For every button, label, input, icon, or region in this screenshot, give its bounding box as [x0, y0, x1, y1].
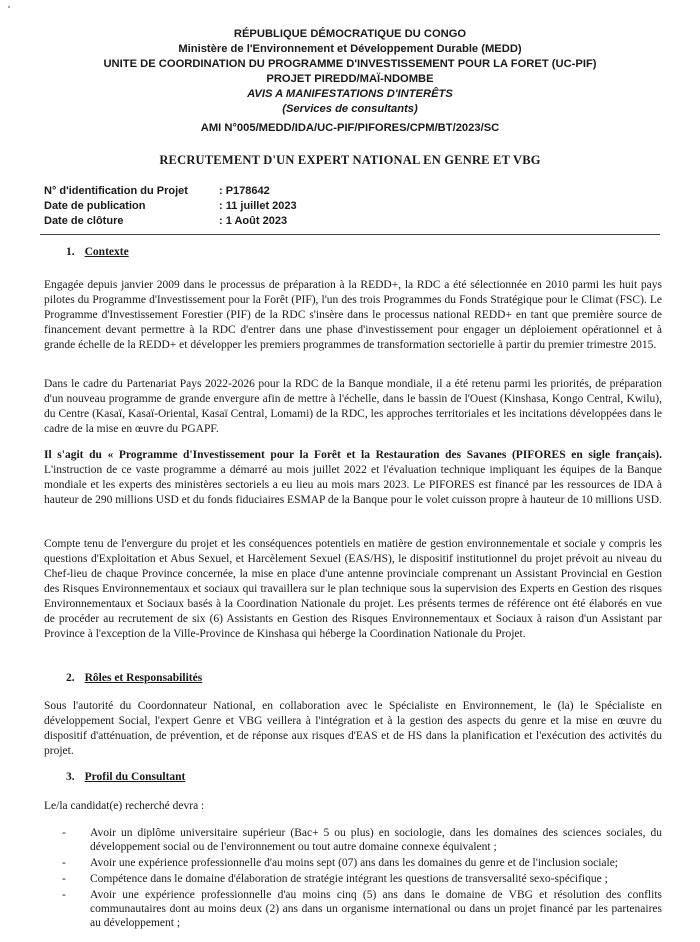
- list-item: [44, 872, 662, 886]
- section-heading-roles: [66, 672, 202, 684]
- header-country: RÉPUBLIQUE DÉMOCRATIQUE DU CONGO: [233, 28, 467, 40]
- recruitment-title: RECRUTEMENT D'UN EXPERT NATIONAL EN GENRE ET VBG: [159, 153, 541, 167]
- list-dash: -: [62, 889, 66, 901]
- scan-speck: [8, 6, 10, 8]
- list-item-text: Avoir un diplôme universitaire supérieur (Bac+ 5 ou plus) en sociologie, dans les domaines des sciences sociales, du développement social ou de l'environnement ou tout autre domaine connexe équivalent ;: [90, 827, 662, 853]
- section-title: Rôles et Responsabilités: [84, 672, 203, 684]
- header-reference: AMI N°005/MEDD/IDA/UC-PIF/PIFORES/CPM/BT/2023/SC: [200, 122, 500, 134]
- list-item: [44, 826, 662, 854]
- header-services: (Services de consultants): [282, 103, 418, 115]
- section-number: 2.: [66, 672, 75, 684]
- list-item-text: Avoir une expérience professionnelle d'au moins cinq (5) ans dans le domaine de VBG et résolution des conflits communautaires dont au moins deux (2) ans dans un organisme international ou dans un projet financé par les partenaires au développement ;: [90, 889, 662, 929]
- list-dash: -: [62, 857, 66, 869]
- paragraph-body: L'instruction de ce vaste programme a démarré au mois juillet 2022 et l'évaluation technique impliquant les équipes de la Banque mondiale et les experts des ministères sectoriels a eu lieu au mois mars 2023. Le PIFORES est financé par les ressources de IDA à hauteur de 290 millions USD et du fonds fiduciaires ESMAP de la Banque pour le volet cuisson propre à hauteur de 10 millions USD.: [44, 464, 662, 506]
- section-number: 3.: [66, 771, 75, 783]
- paragraph-context-1: Engagée depuis janvier 2009 dans le processus de préparation à la REDD+, la RDC a été sélectionnée en 2010 parmi les huit pays pilotes du Programme d'Investissement pour la Forêt (PIF), l'un des trois Programmes du Fonds Stratégique pour le Climat (FSC). Le Programme d'Investissement Forestier (PIF) de la RDC s'insère dans le processus national REDD+ en tant que première source de financement devant permettre à la RDC d'entrer dans une phase d'investissement pour engager un déploiement opérationnel et à grande échelle de la REDD+ et développer les premiers programmes de transformation sectorielle à partir du premier trimestre 2015.: [44, 279, 662, 351]
- list-item-text: Compétence dans le domaine d'élaboration de stratégie intégrant les questions de transversalité sexo-spécifique ;: [90, 873, 608, 885]
- section-heading-profile: [66, 771, 185, 783]
- meta-label: Date de clôture: [44, 215, 124, 227]
- list-dash: -: [62, 873, 66, 885]
- profile-requirements-list: [44, 826, 662, 932]
- list-item: [44, 888, 662, 930]
- paragraph-roles: Sous l'autorité du Coordonnateur National, en collaboration avec le Spécialiste en Environnement, le (la) le Spécialiste en développement Social, l'expert Genre et VBG veillera à l'intégration et à la gestion des aspects du genre et la mise en œuvre du dispositif d'atténuation, de prévention, et de réponse aux risques d'EAS et de HS dans la planification et l'exécution des activités du projet.: [44, 700, 662, 757]
- paragraph-context-4: Compte tenu de l'envergure du projet et les conséquences potentiels en matière de gestion environnementale et sociale y compris les questions d'Exploitation et Abus Sexuel, et Harcèlement Sexuel (EAS/HS), le dispositif institutionnel du projet prévoit au niveau du Chef-lieu de chaque Province concernée, la mise en place d'une antenne provinciale comprenant un Assistant Provincial en Gestion des Risques Environnementaux et sociaux qui travaillera sur le plan technique sous la supervision des Experts en Gestion des risques Environnementaux et Sociaux basés à la Coordination Nationale du projet. Les présents termes de référence ont été élaborés en vue de procéder au recrutement de six (6) Assistants en Gestion des Risques Environnementaux et Sociaux à raison d'un Assistant par Province à l'exception de la Ville-Province de Kinshasa qui héberge la Coordination Nationale du Projet.: [44, 538, 662, 640]
- section-title: Contexte: [84, 246, 129, 258]
- divider-rule: [40, 234, 660, 235]
- list-dash: -: [62, 827, 66, 839]
- meta-label: Date de publication: [44, 200, 146, 212]
- paragraph-bold-lead: Il s'agit du « Programme d'Investissement pour la Forêt et la Restauration des Savanes (PIFORES en sigle français).: [44, 449, 662, 461]
- header-unit: UNITE DE COORDINATION DU PROGRAMME D'INVESTISSEMENT POUR LA FORET (UC-PIF): [103, 58, 597, 70]
- paragraph-context-3: [44, 448, 662, 508]
- header-notice: AVIS A MANIFESTATIONS D'INTERÊTS: [247, 88, 453, 100]
- meta-value: : 1 Août 2023: [219, 215, 288, 227]
- list-item: [44, 856, 662, 870]
- paragraph-profile-intro: Le/la candidat(e) recherché devra :: [44, 800, 205, 812]
- list-item-text: Avoir une expérience professionnelle d'au moins sept (07) ans dans les domaines du genre et de l'inclusion sociale;: [90, 857, 618, 869]
- meta-value: : 11 juillet 2023: [219, 200, 297, 212]
- section-heading-context: [66, 246, 129, 258]
- header-ministry: Ministère de l'Environnement et Développement Durable (MEDD): [178, 43, 522, 55]
- meta-label: N° d'identification du Projet: [44, 185, 188, 197]
- paragraph-context-2: Dans le cadre du Partenariat Pays 2022-2026 pour la RDC de la Banque mondiale, il a été retenu parmi les priorités, de préparation d'un nouveau programme de grande envergure afin de mettre à l'échelle, dans le bassin de l'Ouest (Kinshasa, Kongo Central, Kwilu), du Centre (Kasaï, Kasaï-Oriental, Kasaï Central, Lomami) de la RDC, les approches territoriales et les incitations développées dans le cadre de la mise en œuvre du PGAPF.: [44, 378, 662, 435]
- meta-value: : P178642: [219, 185, 270, 197]
- section-title: Profil du Consultant: [84, 771, 186, 783]
- header-project: PROJET PIREDD/MAÏ-NDOMBE: [266, 73, 434, 85]
- section-number: 1.: [66, 246, 75, 258]
